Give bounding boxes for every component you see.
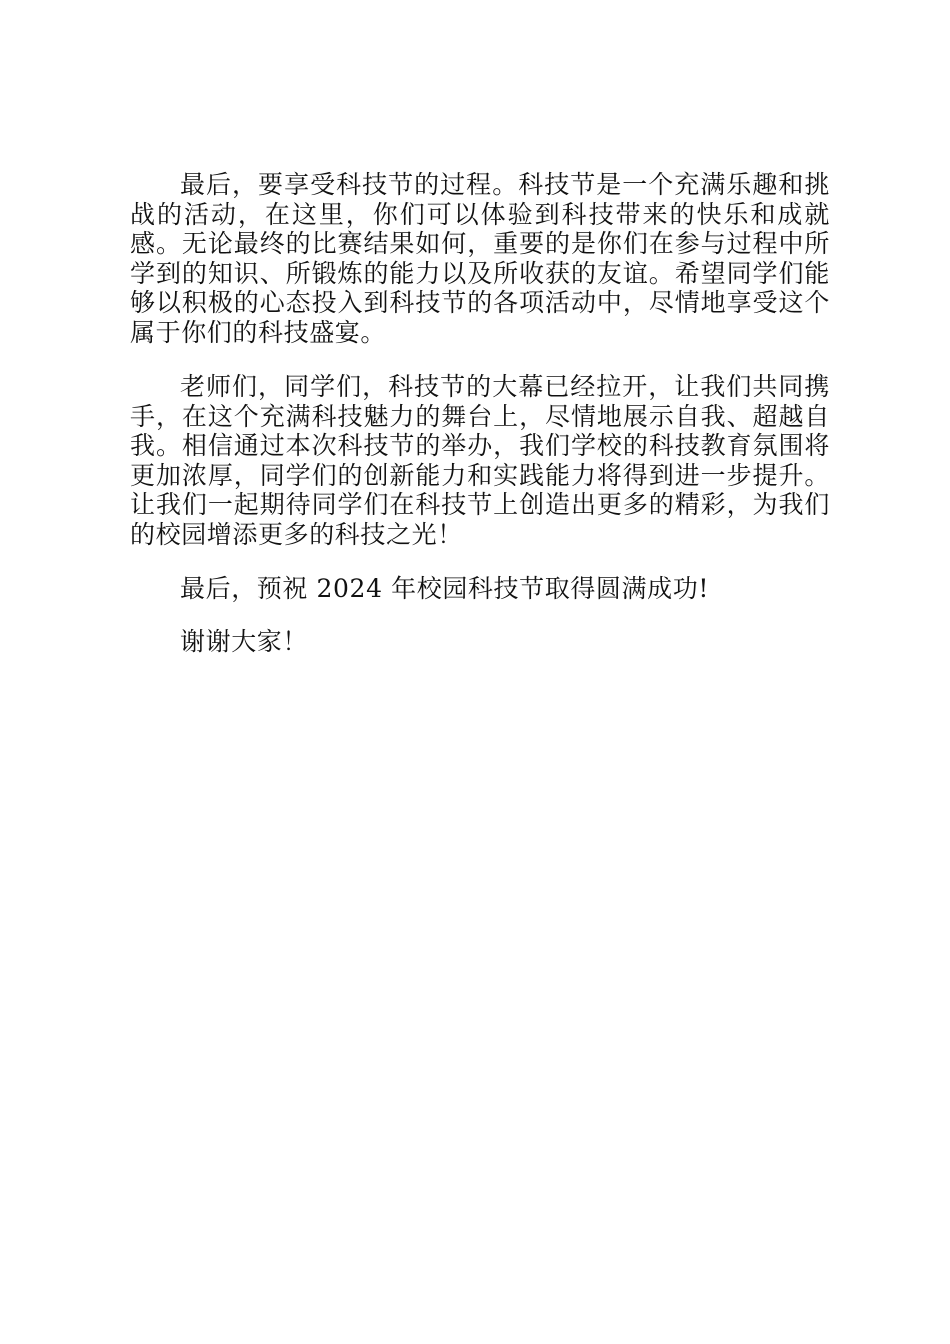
document-body (130, 170, 830, 656)
paragraph-wish-success: 最后，预祝 2024 年校园科技节取得圆满成功! (180, 574, 709, 603)
paragraph-thanks: 谢谢大家！ (180, 626, 309, 656)
paragraph-festival-opening: 老师们，同学们，科技节的大幕已经拉开，让我们共同携手，在这个充满科技魅力的舞台上，尽情地展示自我、超越自我。相信通过本次科技节的举办，我们学校的科技教育氛围将更加浓厚，同学们的创新能力和实践能力将得到进一步提升。让我们一起期待同学们在科技节上创造出更多的精彩，为我们的校园增添更多的科技之光！ (130, 372, 830, 549)
paragraph-enjoy-festival: 最后，要享受科技节的过程。科技节是一个充满乐趣和挑战的活动，在这里，你们可以体验到科技带来的快乐和成就感。无论最终的比赛结果如何，重要的是你们在参与过程中所学到的知识、所锻炼的能力以及所收获的友谊。希望同学们能够以积极的心态投入到科技节的各项活动中，尽情地享受这个属于你们的科技盛宴。 (130, 170, 830, 347)
